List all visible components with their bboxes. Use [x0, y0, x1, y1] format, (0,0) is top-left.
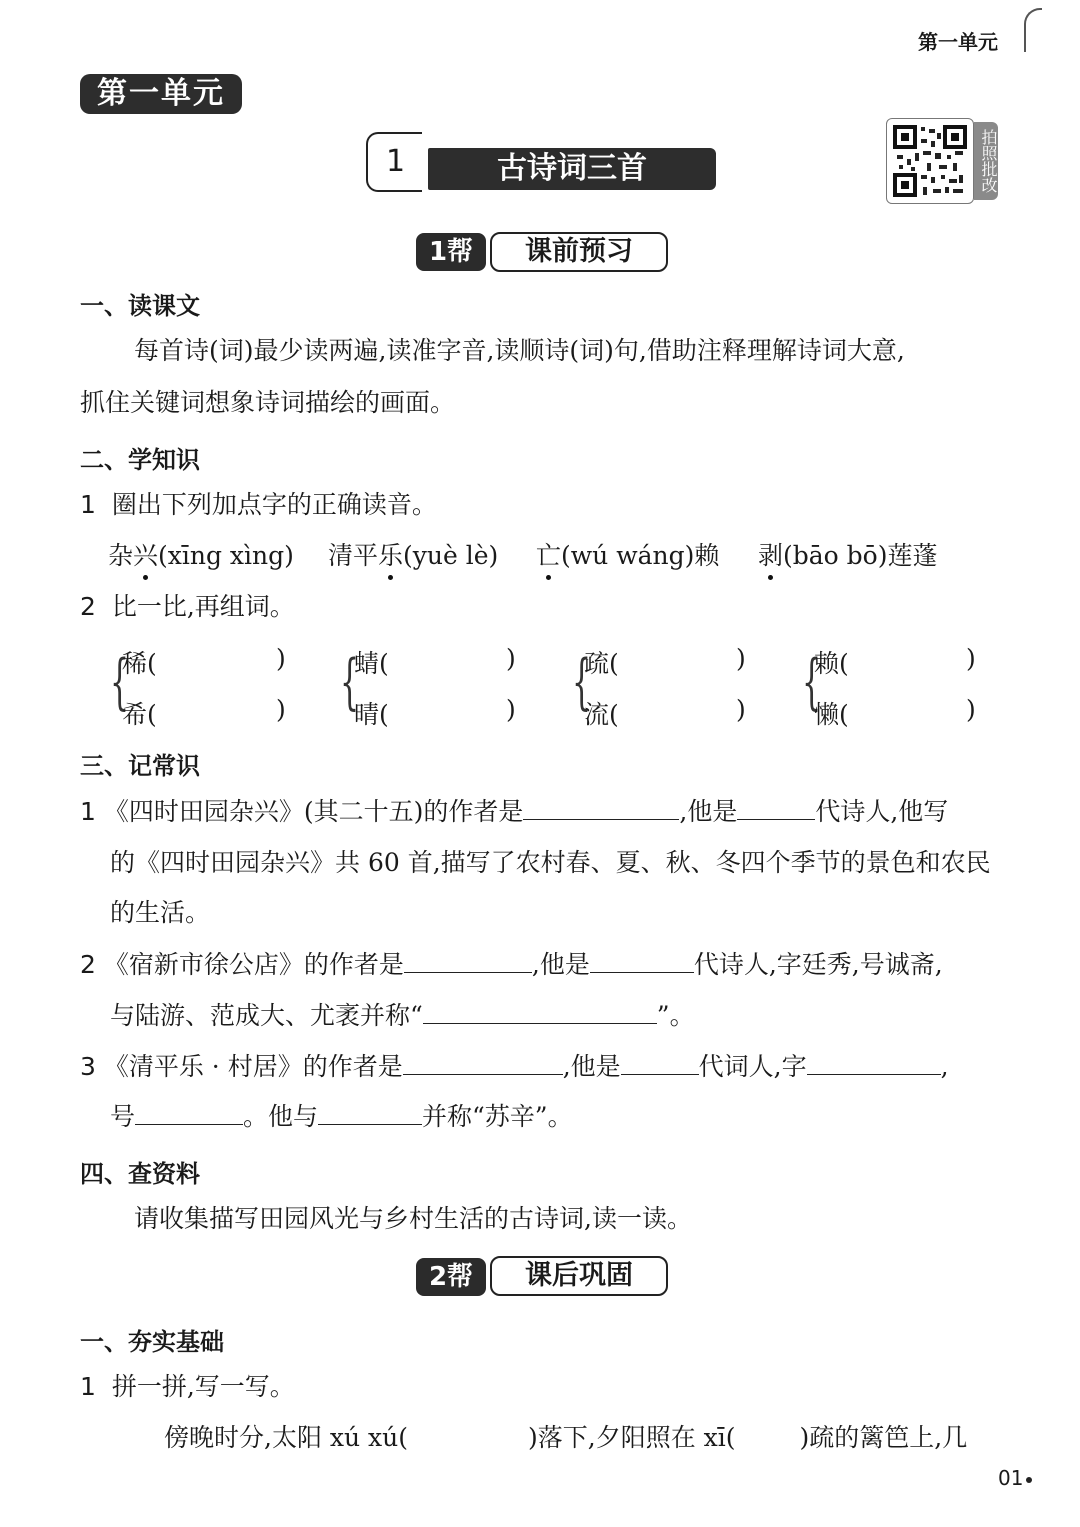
- question-text: ”。: [656, 1001, 695, 1030]
- answer-paren[interactable]: ): [276, 644, 286, 673]
- pinyin-word: 杂: [108, 541, 134, 570]
- question-1: [80, 490, 437, 520]
- question-3-2: [80, 950, 943, 980]
- section-heading-knowledge: 三、记常识: [80, 752, 200, 780]
- part2-title: 课后巩固: [490, 1256, 668, 1296]
- question-number: 3: [80, 1052, 96, 1081]
- pinyin-options: (xīng xìng): [158, 541, 294, 570]
- page-number-text: 01: [998, 1466, 1024, 1490]
- qr-code[interactable]: [886, 118, 974, 204]
- pinyin-options: (wú wáng)赖: [561, 541, 720, 570]
- question-text: 并称“苏辛”。: [422, 1102, 573, 1131]
- question-text: 《宿新市徐公店》的作者是: [103, 950, 404, 979]
- dotted-char: 乐: [378, 541, 404, 570]
- question-3-1: [80, 797, 948, 827]
- part2-badge: 2帮: [416, 1258, 486, 1296]
- pinyin-item[interactable]: [108, 541, 294, 571]
- question-2-1: [80, 1372, 295, 1402]
- compare-char-a: 赖(: [814, 649, 849, 678]
- compare-char-b: 懒(: [814, 700, 849, 729]
- answer-blank[interactable]: [403, 1052, 563, 1075]
- answer-paren[interactable]: ): [736, 644, 746, 673]
- page-corner-mark: [1024, 8, 1042, 52]
- question-3-3: [80, 1052, 949, 1082]
- question-text-line: 的《四时田园杂兴》共 60 首,描写了农村春、夏、秋、冬四个季节的景色和农民: [110, 848, 991, 877]
- question-3-3-line2: [110, 1102, 573, 1132]
- brace: {: [572, 647, 592, 717]
- paragraph-line: 每首诗(词)最少读两遍,读准字音,读顺诗(词)句,借助注释理解诗词大意,: [134, 336, 905, 365]
- paragraph-line: 抓住关键词想象诗词描绘的画面。: [80, 388, 456, 417]
- question-text: ,他是: [531, 950, 590, 979]
- lesson-number: 1: [386, 144, 406, 179]
- pinyin-item[interactable]: [758, 541, 937, 571]
- answer-blank[interactable]: [423, 1001, 657, 1024]
- answer-paren[interactable]: ): [506, 644, 516, 673]
- section-heading-read: 一、读课文: [80, 292, 200, 320]
- answer-paren[interactable]: ): [966, 695, 976, 724]
- answer-blank[interactable]: [135, 1102, 243, 1125]
- answer-blank[interactable]: [737, 797, 815, 820]
- question-number: 1: [80, 797, 96, 826]
- page-dot-icon: [1026, 1477, 1032, 1483]
- answer-blank[interactable]: [590, 950, 694, 973]
- part1-title: 课前预习: [490, 232, 668, 272]
- answer-blank[interactable]: [404, 950, 532, 973]
- page-number: [998, 1466, 1032, 1490]
- pinyin-item[interactable]: [328, 541, 498, 571]
- compare-char-a: 疏(: [584, 649, 619, 678]
- qr-caption: 拍照批改: [974, 122, 998, 200]
- answer-blank[interactable]: [318, 1102, 422, 1125]
- pinyin-options: (bāo bō)莲蓬: [783, 541, 938, 570]
- part1-badge: 1帮: [416, 233, 486, 271]
- question-text: 与陆游、范成大、尤袤并称“: [110, 1001, 423, 1030]
- question-text: 傍晚时分,太阳 xú xú(: [164, 1423, 408, 1452]
- answer-blank[interactable]: [807, 1052, 941, 1075]
- question-number: 1: [80, 1372, 96, 1401]
- pinyin-word: 清平: [328, 541, 379, 570]
- section-heading-research: 四、查资料: [80, 1160, 200, 1188]
- pinyin-options: (yuè lè): [403, 541, 499, 570]
- paragraph-line: 请收集描写田园风光与乡村生活的古诗词,读一读。: [134, 1204, 692, 1233]
- dotted-char: 亡: [536, 541, 562, 570]
- question-text: 拼一拼,写一写。: [111, 1372, 295, 1401]
- section-heading-learn: 二、学知识: [80, 446, 200, 474]
- answer-paren[interactable]: ): [506, 695, 516, 724]
- question-text: )疏的篱笆上,几: [799, 1423, 968, 1452]
- question-text-line: 的生活。: [110, 898, 211, 927]
- question-text: ,他是: [679, 797, 738, 826]
- dotted-char: 剥: [758, 541, 784, 570]
- dotted-char: 兴: [133, 541, 159, 570]
- answer-paren[interactable]: ): [966, 644, 976, 673]
- answer-paren[interactable]: ): [736, 695, 746, 724]
- pinyin-item[interactable]: [536, 541, 719, 571]
- question-text: 比一比,再组词。: [111, 592, 295, 621]
- question-text: 号: [110, 1102, 136, 1131]
- section-heading-basics: 一、夯实基础: [80, 1328, 224, 1356]
- compare-char-a: 稀(: [122, 649, 157, 678]
- brace: {: [802, 647, 822, 717]
- question-number: 2: [80, 592, 96, 621]
- question-text: 圈出下列加点字的正确读音。: [111, 490, 437, 519]
- question-3-2-line2: [110, 1001, 695, 1031]
- running-title: 第一单元: [918, 30, 998, 54]
- compare-char-b: 流(: [584, 700, 619, 729]
- brace: {: [340, 647, 360, 717]
- brace: {: [110, 647, 130, 717]
- question-text: 《清平乐 · 村居》的作者是: [103, 1052, 403, 1081]
- question-number: 2: [80, 950, 96, 979]
- question-text: ,: [940, 1052, 949, 1081]
- question-text: 。他与: [243, 1102, 319, 1131]
- question-text: ,他是: [562, 1052, 621, 1081]
- lesson-title: 古诗词三首: [428, 148, 716, 190]
- answer-blank[interactable]: [523, 797, 679, 820]
- answer-paren[interactable]: ): [276, 695, 286, 724]
- question-text: )落下,夕阳照在 xī(: [528, 1423, 736, 1452]
- question-text: 《四时田园杂兴》(其二十五)的作者是: [103, 797, 524, 826]
- question-2: [80, 592, 295, 622]
- unit-badge: 第一单元: [80, 74, 242, 114]
- compare-char-b: 希(: [122, 700, 157, 729]
- question-text: 代词人,字: [698, 1052, 807, 1081]
- compare-char-b: 晴(: [354, 700, 389, 729]
- compare-char-a: 蜻(: [354, 649, 389, 678]
- answer-blank[interactable]: [621, 1052, 699, 1075]
- qr-pattern-icon: [887, 119, 973, 203]
- question-text: 代诗人,字廷秀,号诚斋,: [693, 950, 943, 979]
- pinyin-fill-line: [164, 1423, 967, 1453]
- question-number: 1: [80, 490, 96, 519]
- question-text: 代诗人,他写: [815, 797, 949, 826]
